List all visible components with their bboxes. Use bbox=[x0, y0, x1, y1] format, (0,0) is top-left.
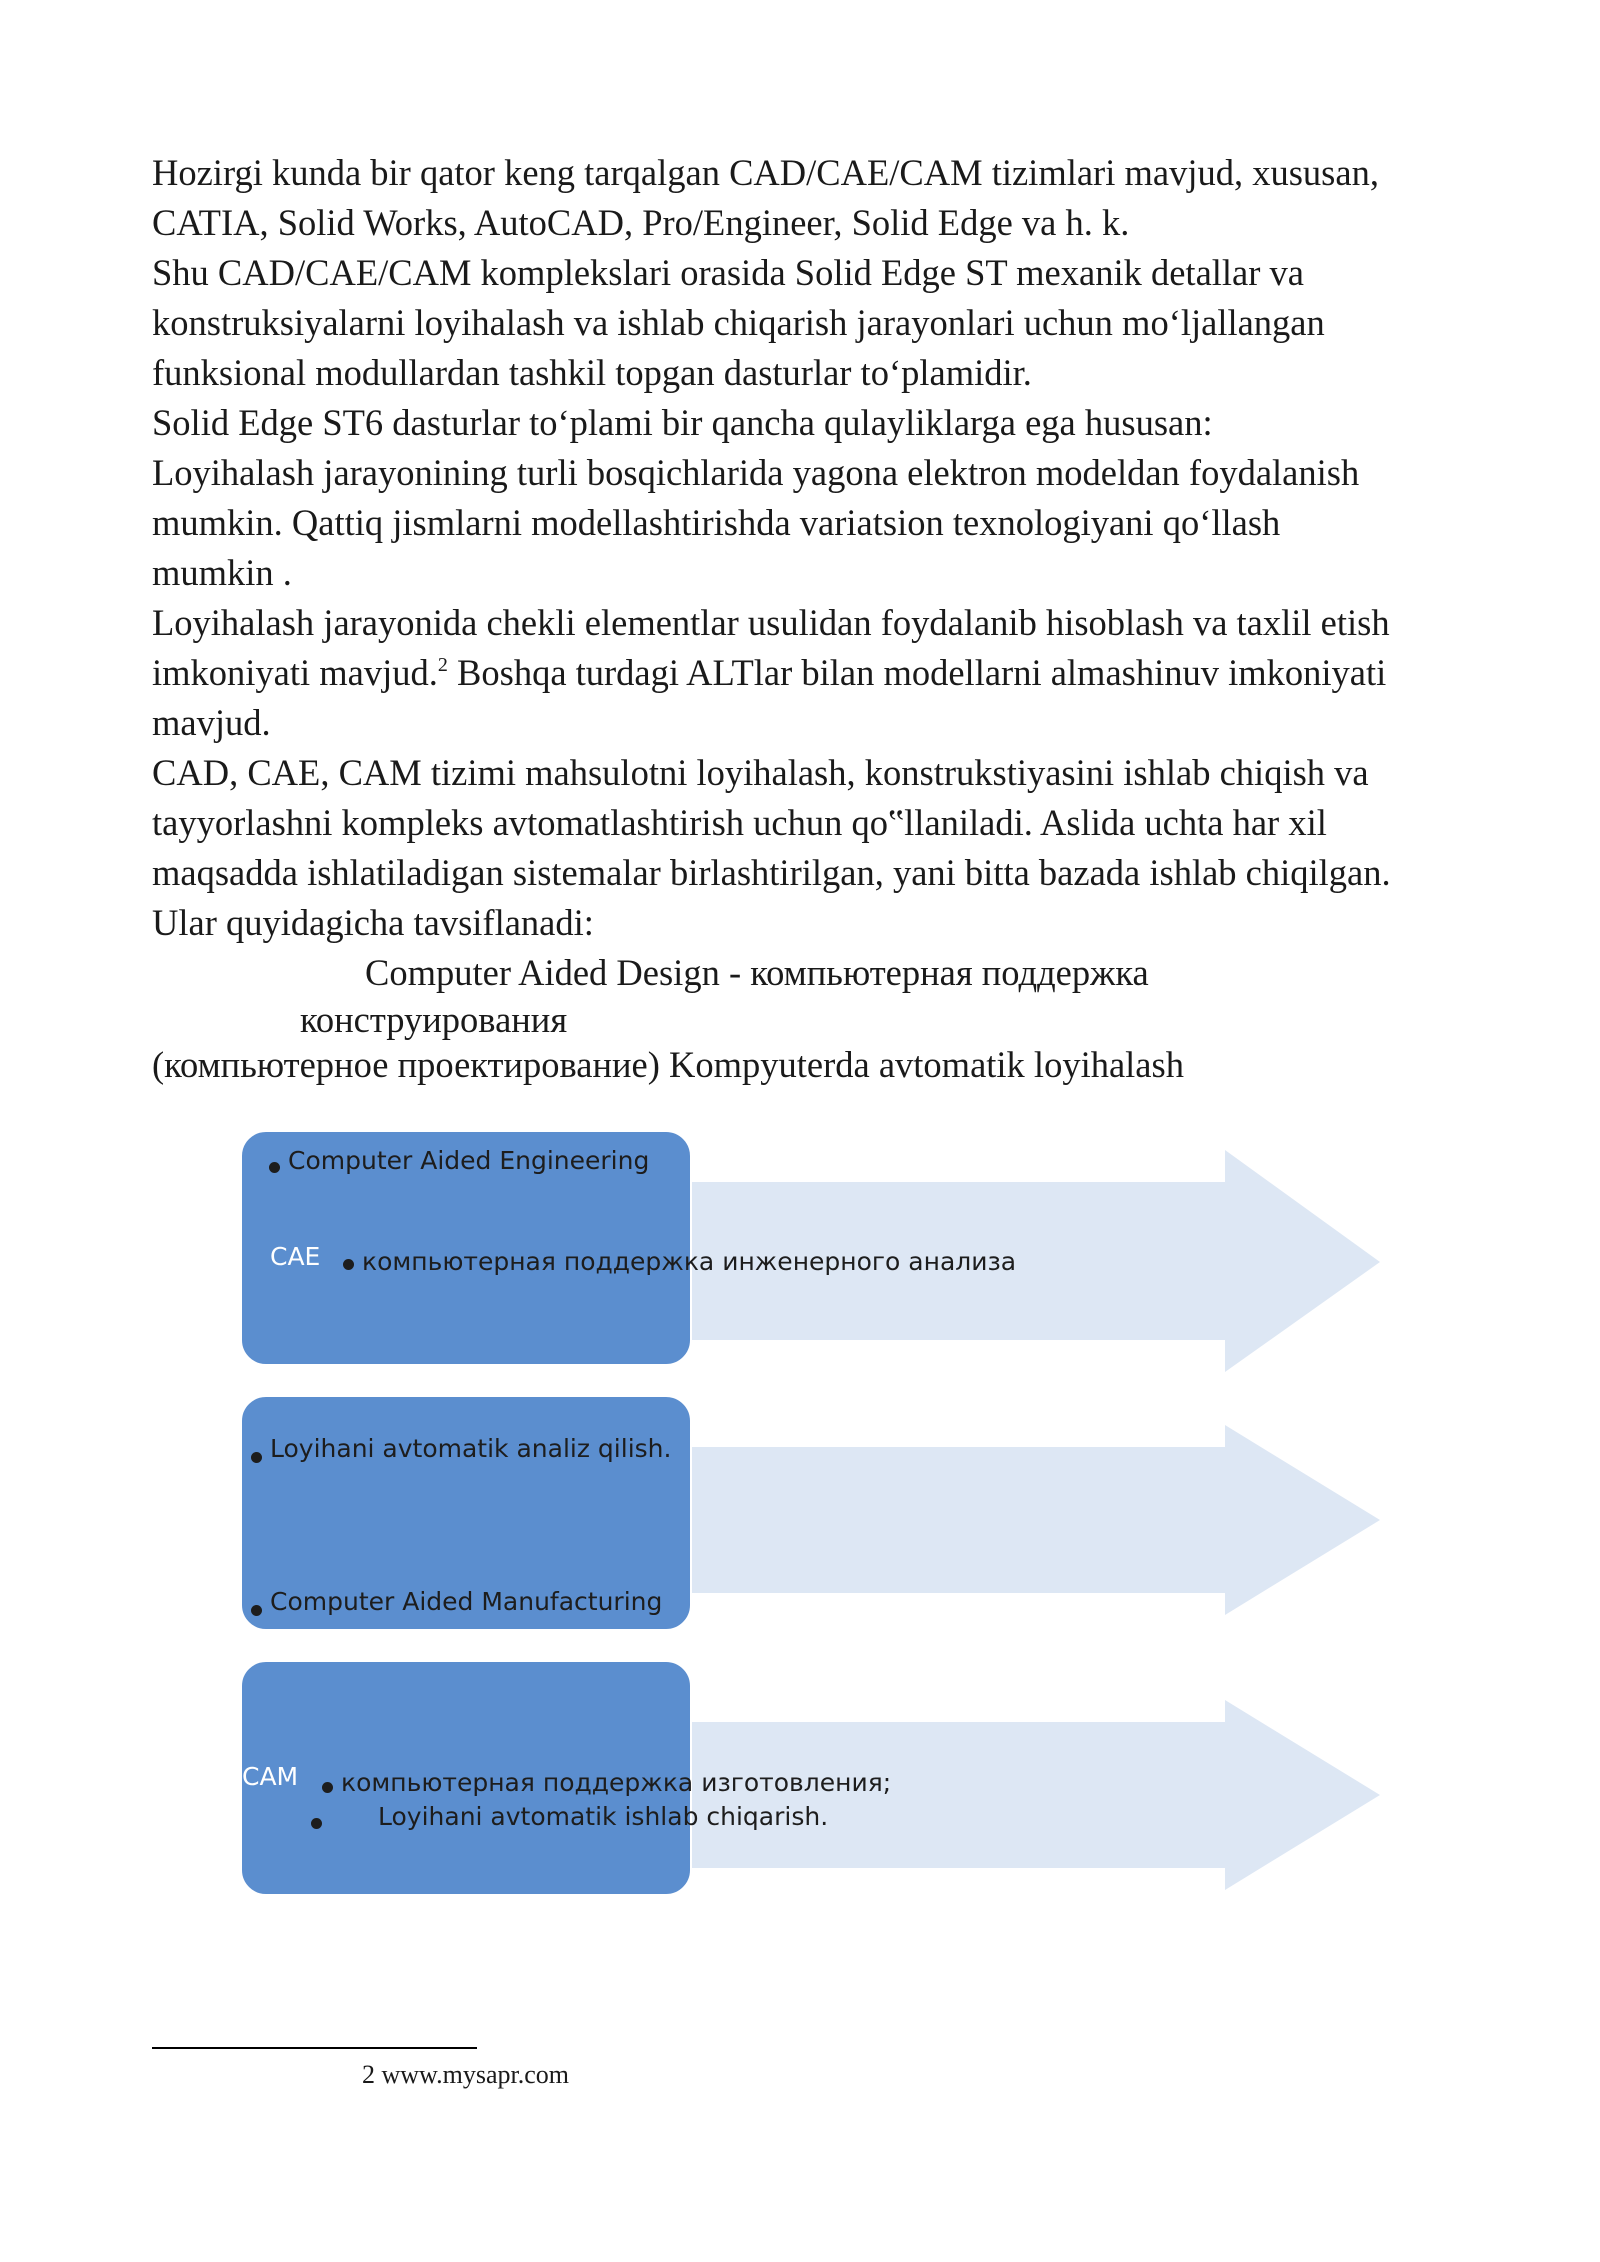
cad-definition-line: (компьютерное проектирование) Kompyuterda avtomatik loyihalash bbox=[152, 1044, 1184, 1085]
arrow-shape bbox=[680, 1425, 1380, 1615]
text-segment: Boshqa turdagi ALTlar bilan modellarni almashinuv imkoniyati bbox=[447, 652, 1387, 693]
text-line-with-footnote bbox=[152, 648, 1452, 698]
text-line: maqsadda ishlatiladigan sistemalar birlashtirilgan, yani bitta bazada ishlab chiqilgan. bbox=[152, 852, 1391, 893]
cae-heading: Computer Aided Engineering bbox=[288, 1146, 650, 1175]
bullet bbox=[311, 1818, 322, 1829]
footnote: 2 www.mysapr.com bbox=[362, 2060, 570, 2089]
text-line: Solid Edge ST6 dasturlar to‘plami bir qancha qulayliklarga ega hususan: bbox=[152, 402, 1213, 443]
bullet bbox=[343, 1259, 354, 1270]
text-line: Loyihalash jarayonining turli bosqichlarida yagona elektron modeldan foydalanish bbox=[152, 452, 1360, 493]
cam-item: компьютерная поддержка изготовления; bbox=[341, 1768, 892, 1797]
text-segment: imkoniyati mavjud. bbox=[152, 652, 438, 693]
cam-label: CAM bbox=[242, 1762, 299, 1791]
text-line: funksional modullardan tashkil topgan dasturlar to‘plamidir. bbox=[152, 352, 1032, 393]
text-line: mumkin . bbox=[152, 552, 292, 593]
cad-definition-line: конструирования bbox=[300, 999, 568, 1040]
bullet bbox=[322, 1782, 333, 1793]
text-line: CATIA, Solid Works, AutoCAD, Pro/Engineer, Solid Edge va h. k. bbox=[152, 202, 1130, 243]
footnote-ref[interactable]: 2 bbox=[437, 654, 448, 676]
cad-cae-cam-diagram bbox=[240, 1130, 1390, 1930]
text-line: Hozirgi kunda bir qator keng tarqalgan CAD/CAE/CAM tizimlari mavjud, xususan, bbox=[152, 152, 1379, 193]
analysis-item: Loyihani avtomatik analiz qilish. bbox=[270, 1434, 672, 1463]
cae-label: CAE bbox=[270, 1242, 321, 1271]
cad-definition-line: Computer Aided Design - компьютерная поддержка bbox=[365, 952, 1149, 993]
cam-heading: Computer Aided Manufacturing bbox=[270, 1587, 663, 1616]
bullet bbox=[251, 1452, 262, 1463]
text-line: konstruksiyalarni loyihalash va ishlab chiqarish jarayonlari uchun mo‘ljallangan bbox=[152, 302, 1325, 343]
text-line: Shu CAD/CAE/CAM komplekslari orasida Solid Edge ST mexanik detallar va bbox=[152, 252, 1304, 293]
text-line: CAD, CAE, CAM tizimi mahsulotni loyihalash, konstrukstiyasini ishlab chiqish va bbox=[152, 752, 1369, 793]
text-line: Ular quyidagicha tavsiflanadi: bbox=[152, 902, 594, 943]
text-line: Loyihalash jarayonida chekli elementlar usulidan foydalanib hisoblash va taxlil etish bbox=[152, 602, 1390, 643]
body-text bbox=[152, 148, 1452, 948]
cam-item: Loyihani avtomatik ishlab chiqarish. bbox=[378, 1802, 829, 1831]
cae-item: компьютерная поддержка инженерного анализа bbox=[362, 1247, 1017, 1276]
footnote-divider bbox=[152, 2047, 477, 2049]
bullet bbox=[251, 1605, 262, 1616]
text-line: mavjud. bbox=[152, 702, 271, 743]
text-line: mumkin. Qattiq jismlarni modellashtirishda variatsion texnologiyani qo‘llash bbox=[152, 502, 1281, 543]
bullet bbox=[269, 1162, 280, 1173]
text-line: tayyorlashni kompleks avtomatlashtirish uchun qo‟llaniladi. Aslida uchta har xil bbox=[152, 802, 1327, 843]
